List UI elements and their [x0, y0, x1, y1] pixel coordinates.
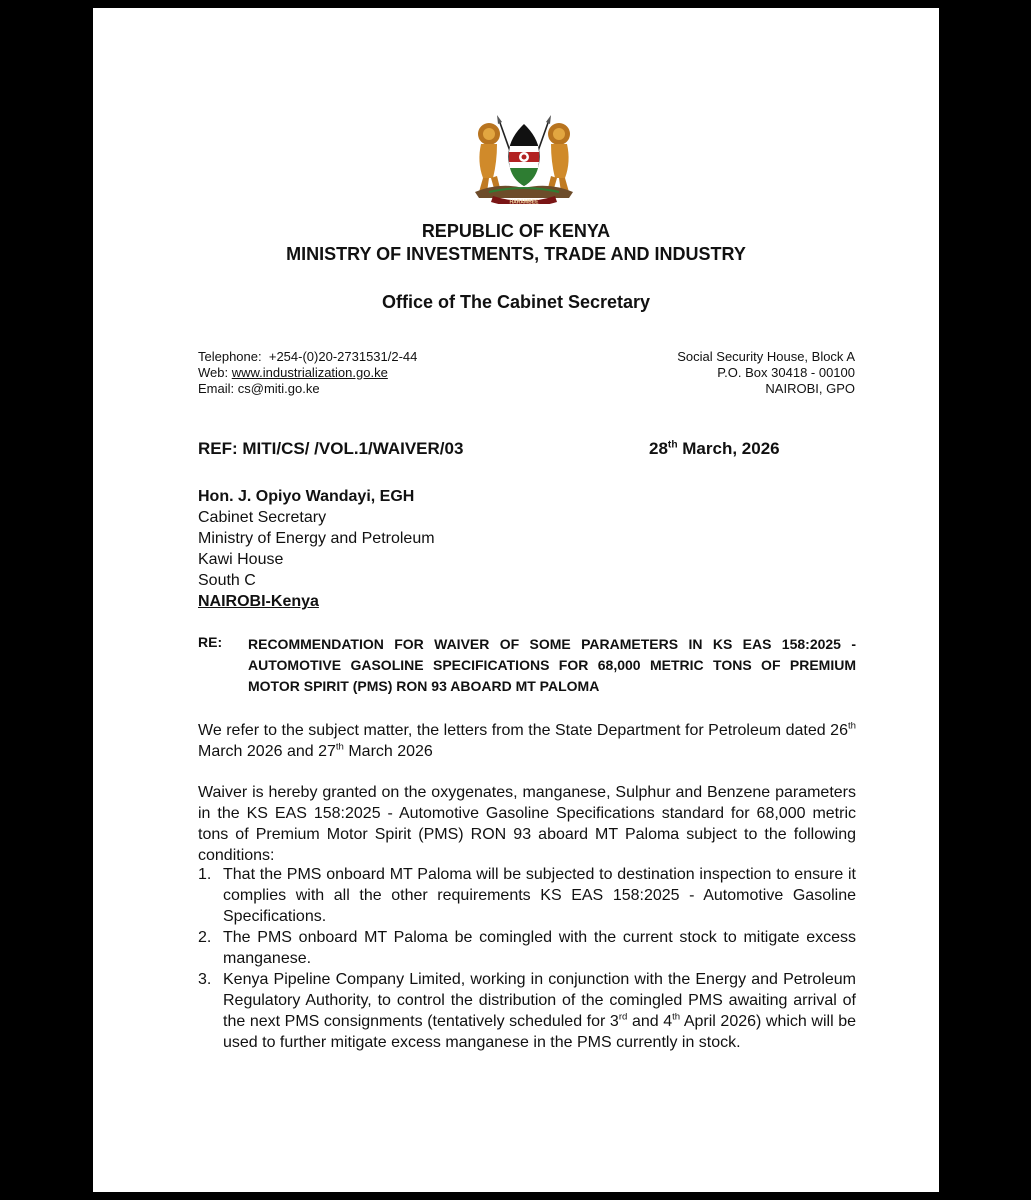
date-rest: March, 2026 — [677, 439, 780, 458]
address-line-3: NAIROBI, GPO — [765, 381, 855, 396]
header-republic: REPUBLIC OF KENYA — [421, 221, 611, 241]
right-lion-icon — [547, 123, 570, 192]
letter-page — [93, 8, 939, 1192]
telephone-label: Telephone: — [198, 349, 262, 364]
contact-block — [198, 349, 417, 397]
reference-number: REF: MITI/CS/ /VOL.1/WAIVER/03 — [198, 439, 464, 458]
date-day: 28 — [649, 439, 668, 458]
paragraph-waiver: Waiver is hereby granted on the oxygenates, manganese, Sulphur and Benzene parameters in the KS EAS 158:2025 - Automotive Gasoline Specifications standard for 68,000 metric tons of Premium Motor Spirit (PMS) RON 93 aboard MT Paloma subject to the following conditions: — [198, 784, 856, 864]
recipient-address — [198, 486, 435, 612]
p1-part-b: March 2026 and 27 — [198, 743, 336, 760]
list-text: That the PMS onboard MT Paloma will be subjected to destination inspection to ensure it complies with all the other requirements KS EAS 158:2025 - Automotive Gasoline Specifications. — [223, 866, 856, 925]
paragraph-reference — [198, 720, 856, 762]
email-label: Email: — [198, 381, 235, 396]
list-number: 2. — [198, 929, 212, 946]
telephone-value: +254-(0)20-2731531/2-44 — [268, 349, 418, 364]
kenya-coat-of-arms-emblem — [469, 112, 579, 204]
address-line-1: Social Security House, Block A — [677, 349, 855, 364]
postal-address-block — [677, 349, 855, 397]
recipient-building: Kawi House — [198, 551, 284, 568]
address-line-2: P.O. Box 30418 - 00100 — [717, 365, 855, 380]
c3-part-c: April 2026) which will be used to further mitigate excess manganese in the PMS currently in stock. — [223, 1013, 857, 1051]
shield-icon — [508, 124, 539, 186]
recipient-ministry: Ministry of Energy and Petroleum — [198, 530, 435, 547]
email-value: cs@miti.go.ke — [237, 381, 320, 396]
list-number: 1. — [198, 866, 212, 883]
header-office: Office of The Cabinet Secretary — [381, 292, 651, 312]
subject-label: RE: — [198, 634, 223, 650]
c3-sup-2: th — [672, 1011, 681, 1023]
list-text — [223, 969, 856, 1053]
list-number: 3. — [198, 971, 212, 988]
svg-text:HARAMBEE: HARAMBEE — [509, 199, 539, 204]
date-suffix: th — [667, 439, 678, 451]
web-link[interactable]: www.industrialization.go.ke — [231, 365, 388, 380]
letter-date — [649, 439, 780, 459]
list-text: The PMS onboard MT Paloma be comingled with the current stock to mitigate excess manganese. — [223, 929, 856, 967]
list-item — [198, 927, 856, 969]
web-line — [198, 365, 417, 381]
telephone-line — [198, 349, 417, 365]
header-ministry: MINISTRY OF INVESTMENTS, TRADE AND INDUSTRY — [286, 244, 746, 264]
list-item — [198, 969, 856, 1053]
email-line — [198, 381, 417, 397]
left-lion-icon — [478, 123, 501, 192]
web-label: Web: — [198, 365, 229, 380]
p1-part-c: March 2026 — [343, 743, 433, 760]
c3-part-b: and 4 — [627, 1013, 673, 1030]
p1-sup-1: th — [847, 720, 856, 732]
conditions-list — [198, 864, 856, 1053]
c3-part-a: Kenya Pipeline Company Limited, working in conjunction with the Energy and Petroleum Regulatory Authority, to control the distribution of the comingled PMS awaiting arrival of the next PMS consignments (tentatively scheduled for 3 — [223, 971, 856, 1030]
subject-text: RECOMMENDATION FOR WAIVER OF SOME PARAMETERS IN KS EAS 158:2025 - AUTOMOTIVE GASOLINE SPECIFICATIONS FOR 68,000 METRIC TONS OF PREMIUM MOTOR SPIRIT (PMS) RON 93 ABOARD MT PALOMA — [248, 636, 856, 694]
list-item — [198, 864, 856, 927]
recipient-area: South C — [198, 572, 256, 589]
p1-sup-2: th — [335, 741, 344, 753]
recipient-title: Cabinet Secretary — [198, 509, 327, 526]
p1-part-a: We refer to the subject matter, the letters from the State Department for Petroleum dated 26 — [198, 722, 848, 739]
c3-sup-1: rd — [618, 1011, 628, 1023]
recipient-name: Hon. J. Opiyo Wandayi, EGH — [198, 488, 415, 505]
recipient-city: NAIROBI-Kenya — [198, 593, 319, 610]
